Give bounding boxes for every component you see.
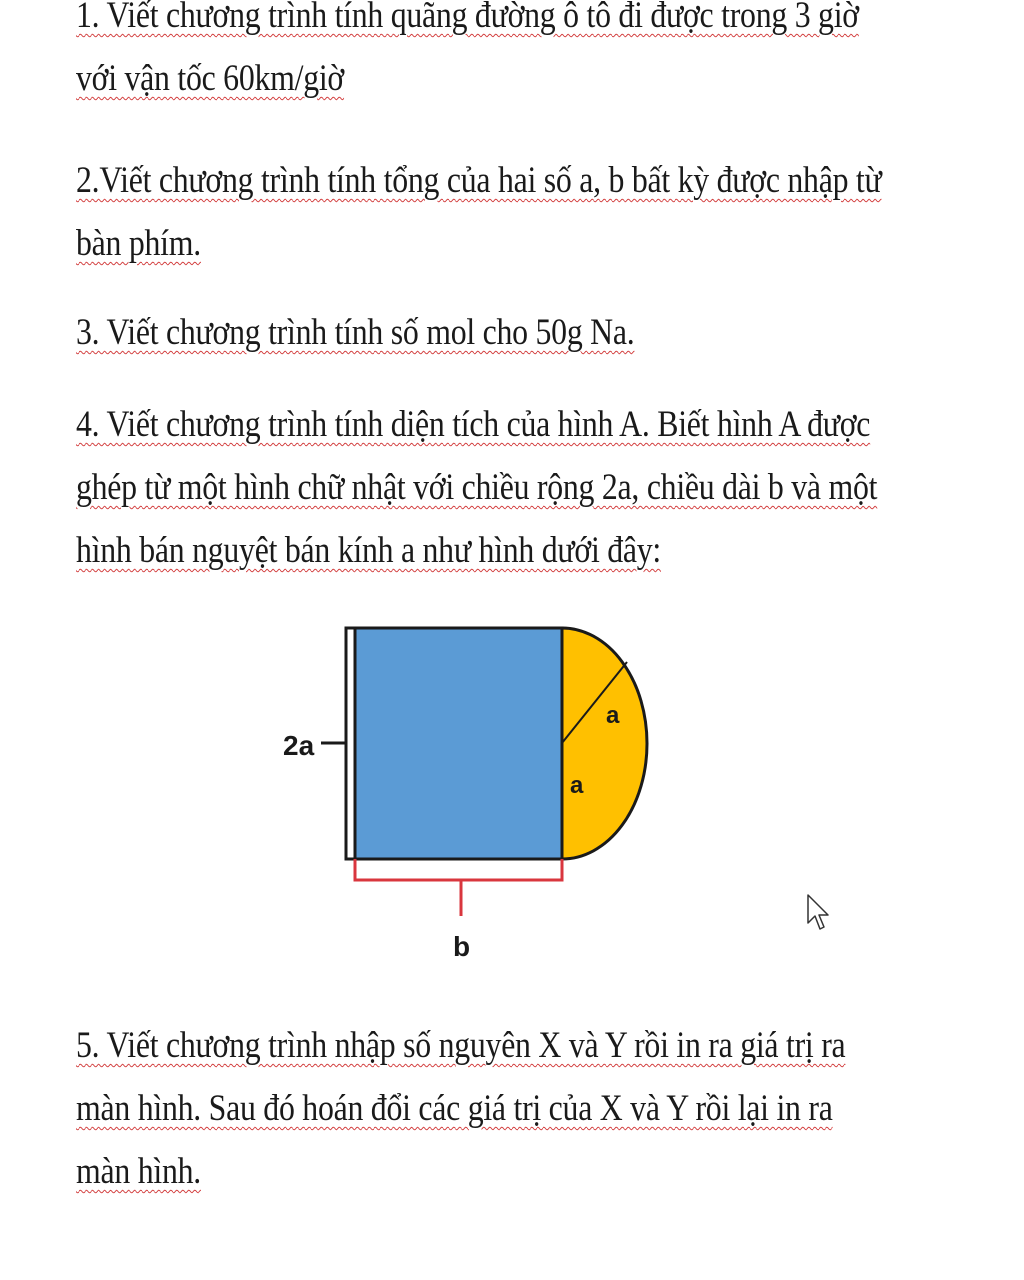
radius-label-horizontal: a xyxy=(570,772,584,799)
problem-2-line-1: 2.Viết chương trình tính tổng của hai số a, b bất kỳ được nhập từ xyxy=(76,160,882,201)
length-bracket xyxy=(355,859,562,880)
problem-5-line-2: màn hình. Sau đó hoán đổi các giá trị của X và Y rồi lại in ra xyxy=(76,1088,833,1129)
semicircle-shape xyxy=(562,628,647,859)
problem-1-line-1: 1. Viết chương trình tính quãng đường ô tô đi được trong 3 giờ xyxy=(76,0,859,36)
length-label: b xyxy=(453,931,471,962)
mouse-pointer-icon xyxy=(806,893,830,933)
problem-5-line-1: 5. Viết chương trình nhập số nguyên X và Y rồi in ra giá trị ra xyxy=(76,1025,846,1066)
problem-4-line-3: hình bán nguyệt bán kính a như hình dưới đây: xyxy=(76,530,661,571)
problem-5-line-3: màn hình. xyxy=(76,1151,201,1192)
radius-label-diagonal: a xyxy=(606,702,620,729)
problem-1-line-2: với vận tốc 60km/giờ xyxy=(76,58,345,99)
problem-2-line-2: bàn phím. xyxy=(76,223,201,264)
rectangle-shape xyxy=(355,628,562,859)
problem-4-line-1: 4. Viết chương trình tính diện tích của hình A. Biết hình A được xyxy=(76,404,871,445)
height-label: 2a xyxy=(283,730,315,761)
problem-5 xyxy=(76,1014,936,1203)
problem-3-line-1: 3. Viết chương trình tính số mol cho 50g Na. xyxy=(76,312,635,353)
problem-4-line-2: ghép từ một hình chữ nhật với chiều rộng 2a, chiều dài b và một xyxy=(76,467,878,508)
